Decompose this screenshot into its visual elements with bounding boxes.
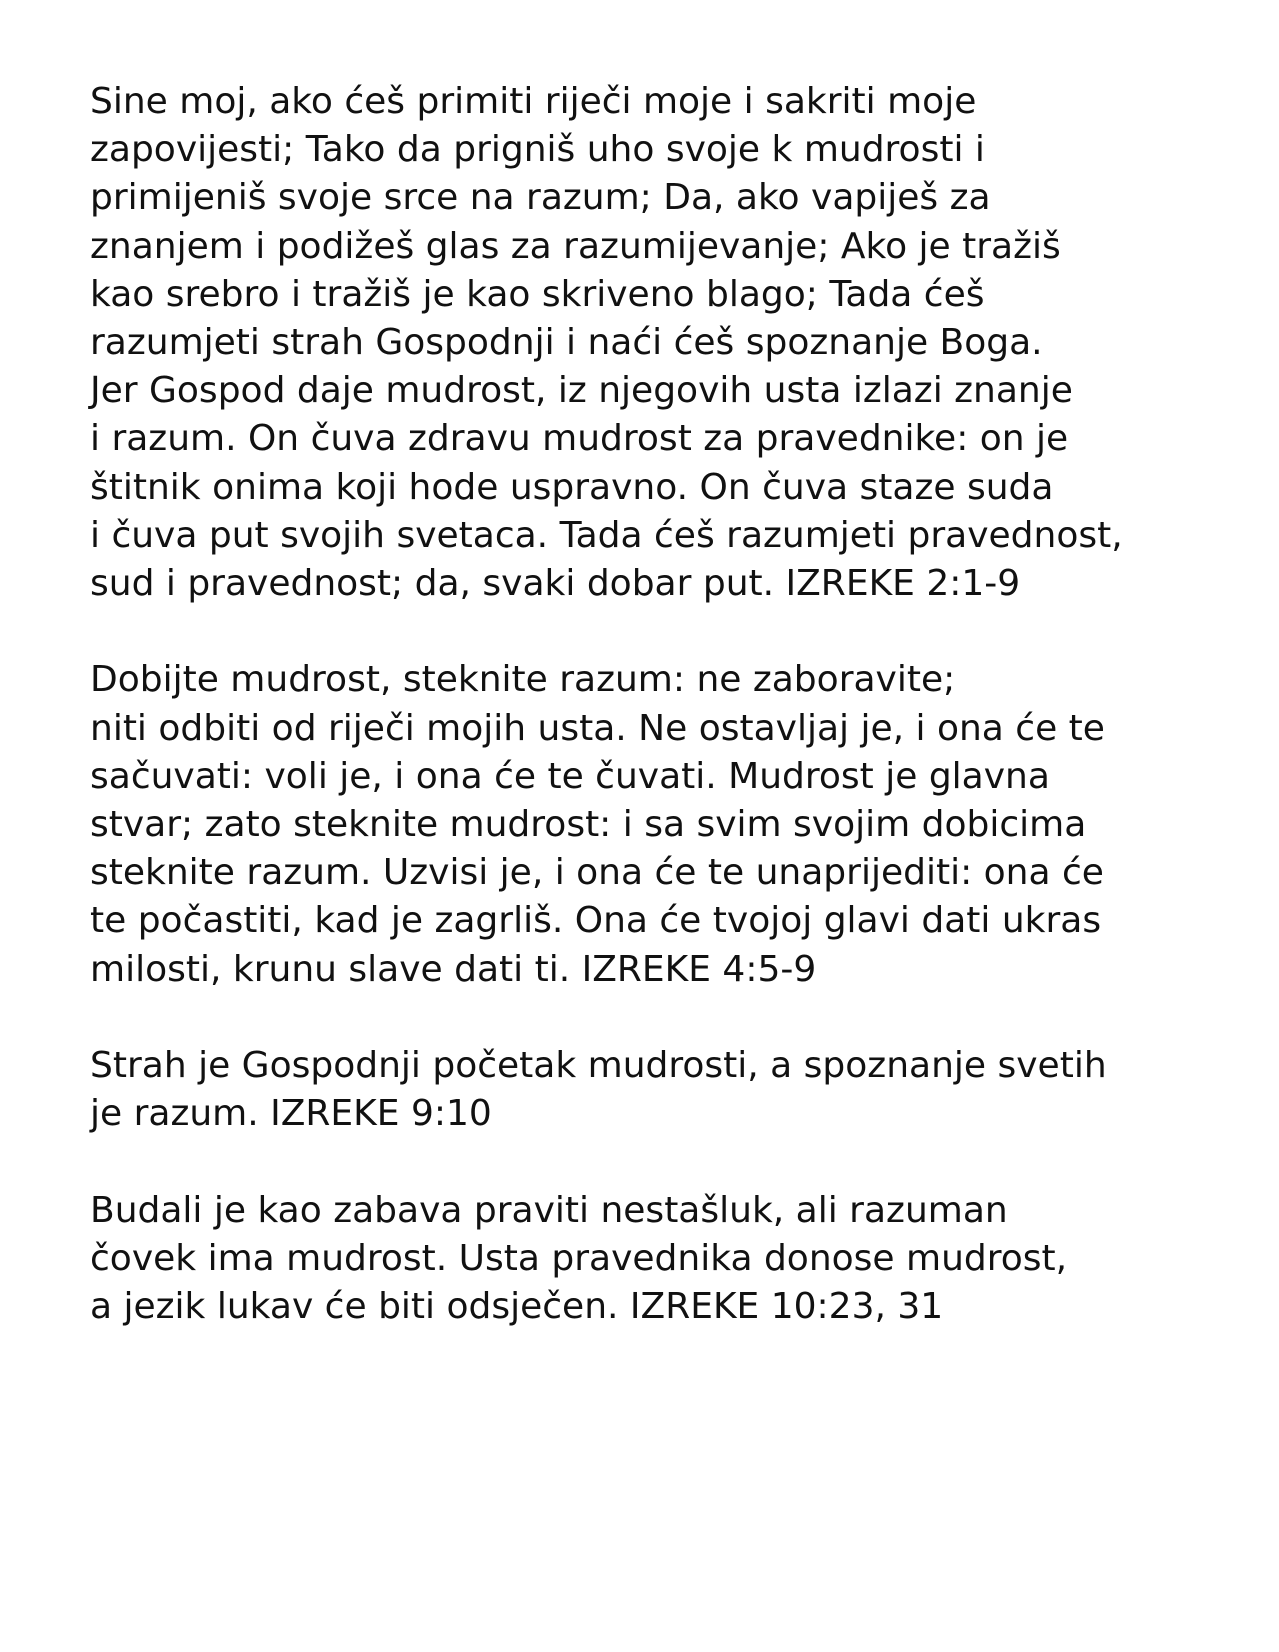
text-line: kao srebro i tražiš je kao skriveno blago; Tada ćeš <box>90 273 985 315</box>
text-line: Dobijte mudrost, steknite razum: ne zaboravite; <box>90 659 956 701</box>
text-line: i čuva put svojih svetaca. Tada ćeš razumjeti pravednost, <box>90 514 1123 556</box>
text-line: stvar; zato steknite mudrost: i sa svim svojim dobicima <box>90 804 1087 846</box>
text-line: štitnik onima koji hode uspravno. On čuva staze suda <box>90 466 1054 508</box>
paragraph-izreke-2 <box>90 78 1210 608</box>
text-line: Sine moj, ako ćeš primiti riječi moje i sakriti moje <box>90 81 977 122</box>
paragraph-izreke-10 <box>90 1187 1210 1332</box>
text-line: Strah je Gospodnji početak mudrosti, a spoznanje svetih <box>90 1045 1107 1087</box>
text-line: primijeniš svoje srce na razum; Da, ako vapiješ za <box>90 177 991 219</box>
text-line: i razum. On čuva zdravu mudrost za pravednike: on je <box>90 418 1069 460</box>
text-line: sačuvati: voli je, i ona će te čuvati. Mudrost je glavna <box>90 755 1050 797</box>
text-line: zapovijesti; Tako da prigniš uho svoje k mudrosti i <box>90 129 985 171</box>
text-line: Jer Gospod daje mudrost, iz njegovih usta izlazi znanje <box>90 370 1073 412</box>
text-line: steknite razum. Uzvisi je, i ona će te unaprijediti: ona će <box>90 852 1104 894</box>
text-line: Budali je kao zabava praviti nestašluk, ali razuman <box>90 1189 1008 1231</box>
text-line: a jezik lukav će biti odsječen. IZREKE 10:23, 31 <box>90 1286 944 1328</box>
text-line: sud i pravednost; da, svaki dobar put. IZREKE 2:1-9 <box>90 563 1021 605</box>
text-line: čovek ima mudrost. Usta pravednika donose mudrost, <box>90 1237 1068 1279</box>
text-line: je razum. IZREKE 9:10 <box>90 1093 492 1135</box>
text-line: milosti, krunu slave dati ti. IZREKE 4:5-9 <box>90 948 817 990</box>
text-line: niti odbiti od riječi mojih usta. Ne ostavljaj je, i ona će te <box>90 707 1105 749</box>
paragraph-izreke-4 <box>90 656 1210 993</box>
text-line: te počastiti, kad je zagrliš. Ona će tvojoj glavi dati ukras <box>90 900 1102 942</box>
paragraph-izreke-9 <box>90 1042 1210 1138</box>
document-page <box>90 78 1210 1379</box>
text-line: razumjeti strah Gospodnji i naći ćeš spoznanje Boga. <box>90 322 1043 364</box>
text-line: znanjem i podižeš glas za razumijevanje; Ako je tražiš <box>90 225 1061 267</box>
